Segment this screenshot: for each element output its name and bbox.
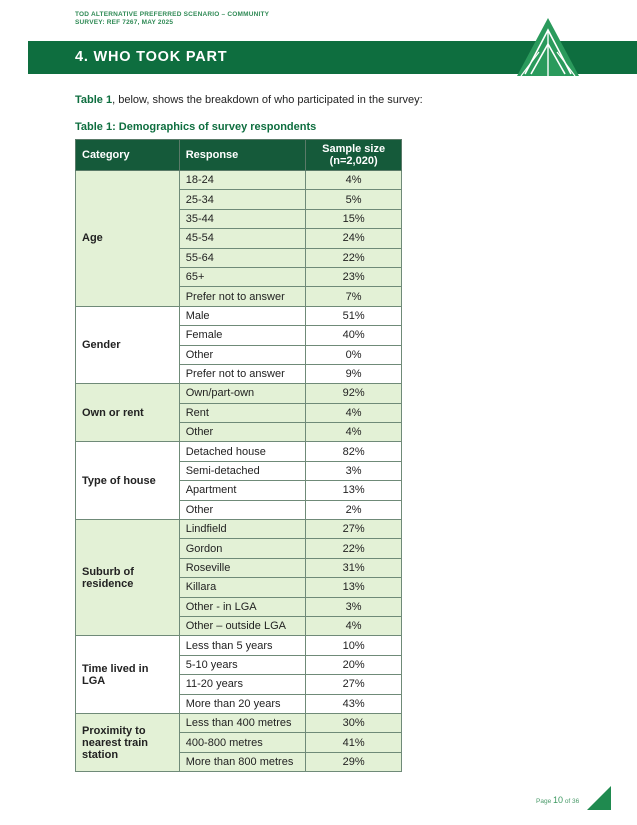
- sample-size-cell: 3%: [306, 597, 402, 616]
- header-sample-size-label: Sample size: [322, 143, 386, 155]
- response-cell: 35-44: [179, 209, 306, 228]
- sample-size-cell: 5%: [306, 190, 402, 209]
- table-row: [76, 384, 402, 403]
- sample-size-cell: 92%: [306, 384, 402, 403]
- page-footer: [536, 795, 579, 805]
- table-row: [76, 171, 402, 190]
- response-cell: Detached house: [179, 442, 306, 461]
- sample-size-cell: 4%: [306, 403, 402, 422]
- sample-size-cell: 3%: [306, 461, 402, 480]
- sample-size-cell: 23%: [306, 267, 402, 286]
- sample-size-cell: 4%: [306, 423, 402, 442]
- response-cell: Other: [179, 500, 306, 519]
- sample-size-cell: 30%: [306, 713, 402, 732]
- sample-size-cell: 13%: [306, 578, 402, 597]
- sample-size-cell: 82%: [306, 442, 402, 461]
- category-cell: Gender: [76, 306, 180, 384]
- corner-triangle-icon: [587, 786, 611, 810]
- response-cell: 55-64: [179, 248, 306, 267]
- response-cell: Female: [179, 326, 306, 345]
- response-cell: Prefer not to answer: [179, 364, 306, 383]
- sample-size-cell: 51%: [306, 306, 402, 325]
- sample-size-cell: 10%: [306, 636, 402, 655]
- response-cell: Prefer not to answer: [179, 287, 306, 306]
- category-cell: Time lived in LGA: [76, 636, 180, 714]
- response-cell: Rent: [179, 403, 306, 422]
- sample-size-cell: 31%: [306, 558, 402, 577]
- header-line-2: SURVEY: REF 7267, MAY 2025: [75, 19, 174, 26]
- table-row: [76, 520, 402, 539]
- sample-size-cell: 2%: [306, 500, 402, 519]
- sample-size-cell: 4%: [306, 616, 402, 635]
- response-cell: 11-20 years: [179, 675, 306, 694]
- response-cell: 45-54: [179, 229, 306, 248]
- response-cell: Male: [179, 306, 306, 325]
- response-cell: Gordon: [179, 539, 306, 558]
- sample-size-cell: 13%: [306, 481, 402, 500]
- response-cell: Killara: [179, 578, 306, 597]
- table-row: [76, 442, 402, 461]
- category-cell: Type of house: [76, 442, 180, 520]
- category-cell: Own or rent: [76, 384, 180, 442]
- demographics-table: [75, 139, 402, 772]
- response-cell: 5-10 years: [179, 655, 306, 674]
- table-caption: Table 1: Demographics of survey respondents: [75, 121, 317, 133]
- response-cell: Other - in LGA: [179, 597, 306, 616]
- header-category: Category: [76, 140, 180, 171]
- sample-size-cell: 24%: [306, 229, 402, 248]
- sample-size-cell: 27%: [306, 520, 402, 539]
- table-header-row: [76, 140, 402, 171]
- response-cell: Own/part-own: [179, 384, 306, 403]
- sample-size-cell: 43%: [306, 694, 402, 713]
- sample-size-cell: 27%: [306, 675, 402, 694]
- sample-size-cell: 40%: [306, 326, 402, 345]
- sample-size-cell: 22%: [306, 539, 402, 558]
- table-row: [76, 636, 402, 655]
- response-cell: Apartment: [179, 481, 306, 500]
- response-cell: Other: [179, 423, 306, 442]
- category-cell: Proximity to nearest train station: [76, 713, 180, 771]
- intro-text: , below, shows the breakdown of who participated in the survey:: [112, 94, 423, 106]
- page-number: 10: [553, 795, 564, 805]
- response-cell: Less than 400 metres: [179, 713, 306, 732]
- intro-paragraph: [75, 94, 423, 106]
- response-cell: Roseville: [179, 558, 306, 577]
- sample-size-cell: 7%: [306, 287, 402, 306]
- response-cell: 400-800 metres: [179, 733, 306, 752]
- response-cell: More than 800 metres: [179, 752, 306, 771]
- mountain-logo-icon: [515, 16, 581, 78]
- sample-size-cell: 22%: [306, 248, 402, 267]
- table-reference: Table 1: [75, 94, 113, 106]
- footer-prefix: Page: [536, 798, 553, 805]
- sample-size-cell: 41%: [306, 733, 402, 752]
- sample-size-cell: 20%: [306, 655, 402, 674]
- footer-suffix: of 36: [563, 798, 580, 805]
- response-cell: Less than 5 years: [179, 636, 306, 655]
- table-row: [76, 713, 402, 732]
- sample-size-cell: 29%: [306, 752, 402, 771]
- table-row: [76, 306, 402, 325]
- response-cell: 25-34: [179, 190, 306, 209]
- category-cell: Suburb of residence: [76, 520, 180, 636]
- sample-size-cell: 4%: [306, 171, 402, 190]
- response-cell: Semi-detached: [179, 461, 306, 480]
- header-response: Response: [179, 140, 306, 171]
- sample-size-cell: 15%: [306, 209, 402, 228]
- category-cell: Age: [76, 171, 180, 307]
- sample-size-cell: 0%: [306, 345, 402, 364]
- sample-size-cell: 9%: [306, 364, 402, 383]
- response-cell: Lindfield: [179, 520, 306, 539]
- section-title: 4. WHO TOOK PART: [75, 49, 228, 65]
- header-sample-size-n: (n=2,020): [329, 155, 378, 167]
- response-cell: 18-24: [179, 171, 306, 190]
- document-header: [75, 11, 269, 27]
- response-cell: Other – outside LGA: [179, 616, 306, 635]
- response-cell: Other: [179, 345, 306, 364]
- response-cell: More than 20 years: [179, 694, 306, 713]
- response-cell: 65+: [179, 267, 306, 286]
- header-sample-size: [306, 140, 402, 171]
- header-line-1: TOD ALTERNATIVE PREFERRED SCENARIO – COMMUNITY: [75, 11, 270, 18]
